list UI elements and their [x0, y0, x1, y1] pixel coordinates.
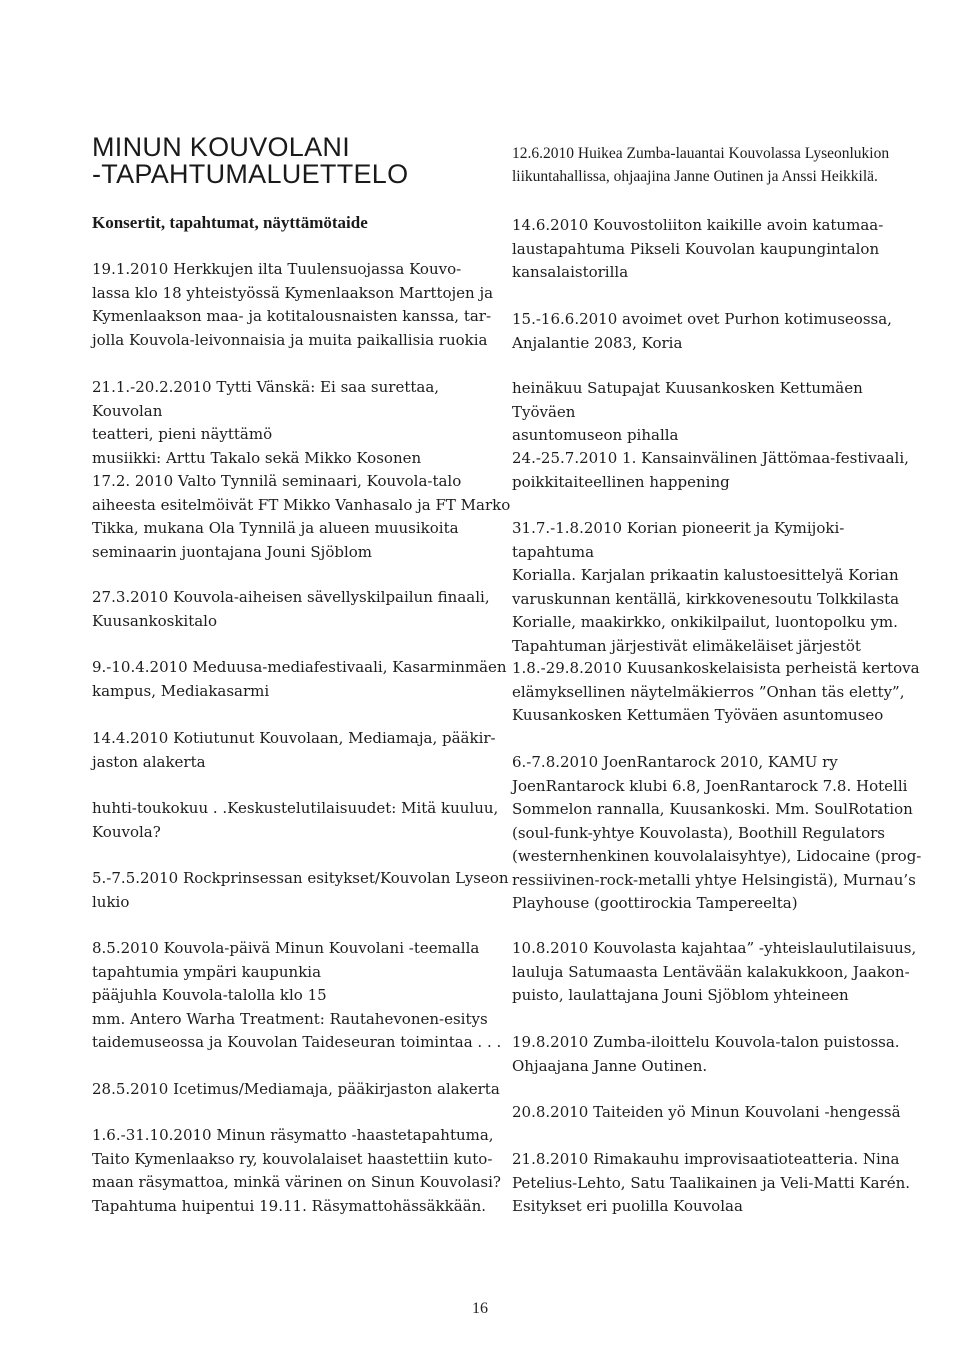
event-entry: 6.-7.8.2010 JoenRantarock 2010, KAMU ry JoenRantarock klubi 6.8, JoenRantarock 7.8. Hotelli Sommelon rannalla, Kuusankoski. Mm. SoulRotation (soul-funk-yhtye Kouvolasta), Boothill Regulators (westernhenkinen kouvolalaisyhtye), Lidocaine (prog- ressiivinen-rock-metalli yhtye Helsingistä), Murnau’s Playhouse (goottirockia Tampereelta) [512, 753, 922, 912]
event-entry: 20.8.2010 Taiteiden yö Minun Kouvolani -hengessä [512, 1103, 901, 1121]
event-entry: 10.8.2010 Kouvolasta kajahtaa” -yhteislaulutilaisuus, lauluja Satumaasta Lentävään kalakukkoon, Jaakon- puisto, laulattajana Jouni Sjöblom yhteineen [512, 939, 917, 1004]
event-entry: 24.-25.7.2010 1. Kansainvälinen Jättömaa-festivaali, poikkitaiteellinen happening [512, 449, 909, 491]
section-subtitle: Konsertit, tapahtumat, näyttämötaide [92, 213, 368, 232]
event-entry: heinäkuu Satupajat Kuusankosken Kettumäen Työväen asuntomuseon pihalla [512, 379, 863, 444]
event-entry: 9.-10.4.2010 Meduusa-mediafestivaali, Kasarminmäen kampus, Mediakasarmi [92, 658, 507, 700]
event-entry: 14.4.2010 Kotiutunut Kouvolaan, Mediamaja, pääkir- jaston alakerta [92, 729, 496, 771]
event-entry: 8.5.2010 Kouvola-päivä Minun Kouvolani -teemalla tapahtumia ympäri kaupunkia pääjuhla Kouvola-talolla klo 15 mm. Antero Warha Treatment: Rautahevonen-esitys taidemuseossa ja Kouvolan Taideseuran toimintaa . . . [92, 939, 502, 1051]
event-entry: 17.2. 2010 Valto Tynnilä seminaari, Kouvola-talo aiheesta esitelmöivät FT Mikko Vanhasalo ja FT Marko Tikka, mukana Ola Tynnilä ja alueen muusikoita seminaarin juontajana Jouni Sjöblom [92, 472, 511, 561]
event-entry: 5.-7.5.2010 Rockprinsessan esitykset/Kouvolan Lyseon lukio [92, 869, 509, 911]
page-number: 16 [472, 1300, 488, 1317]
event-entry: 19.1.2010 Herkkujen ilta Tuulensuojassa Kouvo- lassa klo 18 yhteistyössä Kymenlaakson Marttojen ja Kymenlaakson maa- ja kotitalousnaisten kanssa, tar- jolla Kouvola-leivonnaisia ja muita paikallisia ruokia [92, 260, 494, 349]
event-entry: 14.6.2010 Kouvostoliiton kaikille avoin katumaa- laustapahtuma Pikseli Kouvolan kaupungintalon kansalaistorilla [512, 216, 884, 281]
event-entry: huhti-toukokuu . .Keskustelutilaisuudet: Mitä kuuluu, Kouvola? [92, 799, 499, 841]
event-entry: 31.7.-1.8.2010 Korian pioneerit ja Kymijoki-tapahtuma Korialla. Karjalan prikaatin kalustoesittelyä Korian varuskunnan kentällä, kirkkovenesoutu Tolkkilasta Korialle, maakirkko, onkikilpailut, luontopolku ym. Tapahtuman järjestivät elimäkeläiset järjestöt [512, 519, 900, 655]
event-entry: 1.6.-31.10.2010 Minun räsymatto -haastetapahtuma, Taito Kymenlaakso ry, kouvolalaiset haastettiin kuto- maan räsymattoa, minkä värinen on Sinun Kouvolasi? Tapahtuma huipentui 19.11. Räsymattohässäkkään. [92, 1126, 501, 1215]
event-entry: 28.5.2010 Icetimus/Mediamaja, pääkirjaston alakerta [92, 1080, 500, 1098]
event-entry: 19.8.2010 Zumba-iloittelu Kouvola-talon puistossa. Ohjaajana Janne Outinen. [512, 1033, 900, 1075]
event-entry: 12.6.2010 Huikea Zumba-lauantai Kouvolassa Lyseonlukion liikuntahallissa, ohjaajina Janne Outinen ja Anssi Heikkilä. [512, 145, 890, 185]
event-entry: 15.-16.6.2010 avoimet ovet Purhon kotimuseossa, Anjalantie 2083, Koria [512, 310, 892, 352]
event-entry: 21.8.2010 Rimakauhu improvisaatioteatteria. Nina Petelius-Lehto, Satu Taalikainen ja Veli-Matti Karén. Esitykset eri puolilla Kouvolaa [512, 1150, 911, 1215]
event-entry: 21.1.-20.2.2010 Tytti Vänskä: Ei saa surettaa, Kouvolan teatteri, pieni näyttämö musiikki: Arttu Takalo sekä Mikko Kosonen [92, 378, 440, 467]
page-title: MINUN KOUVOLANI -TAPAHTUMALUETTELO [92, 132, 409, 189]
event-entry: 1.8.-29.8.2010 Kuusankoskelaisista perheistä kertova elämyksellinen näytelmäkierros ”Onhan täs eletty”, Kuusankosken Kettumäen Työväen asuntomuseo [512, 659, 920, 724]
event-entry: 27.3.2010 Kouvola-aiheisen sävellyskilpailun finaali, Kuusankoskitalo [92, 588, 490, 630]
